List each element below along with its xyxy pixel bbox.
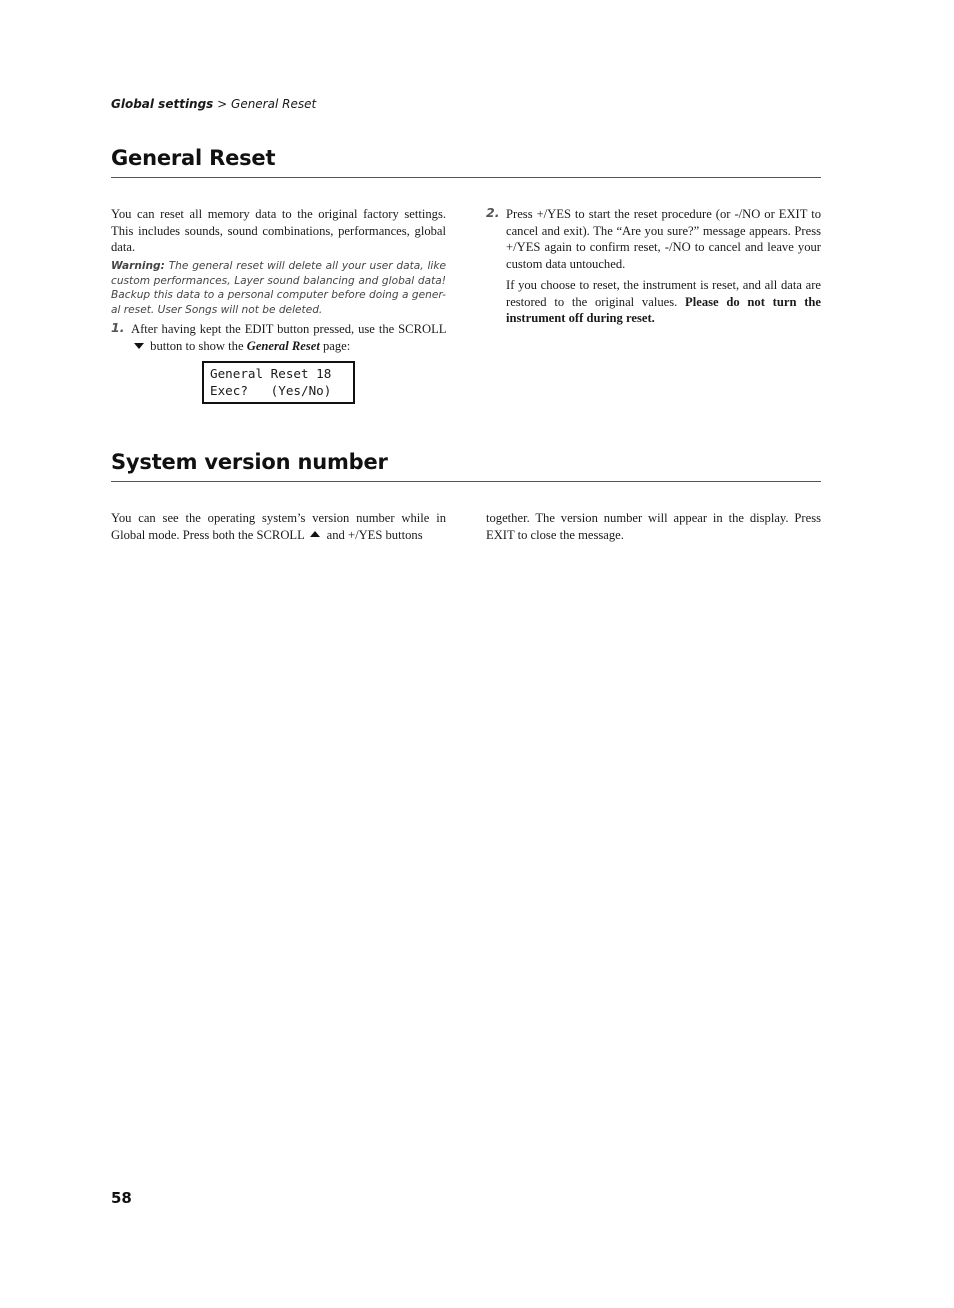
system-version-text-left bbox=[111, 510, 446, 543]
step-1-text-b: button to show the bbox=[150, 338, 244, 353]
breadcrumb-page: General Reset bbox=[231, 97, 317, 111]
step-1-text-a: After having kept the EDIT button pressed, use the SCROLL bbox=[131, 322, 446, 336]
general-reset-title: General Reset bbox=[111, 146, 276, 170]
warning-label: Warning: bbox=[111, 260, 165, 272]
breadcrumb bbox=[111, 97, 316, 111]
after-reset-bold: Please do not turn the instrument off during reset. bbox=[506, 294, 821, 325]
lcd-display bbox=[202, 361, 355, 404]
page-number: 58 bbox=[111, 1189, 132, 1207]
triangle-up-icon bbox=[310, 531, 320, 537]
step-1-text bbox=[131, 321, 446, 354]
system-version-title: System version number bbox=[111, 450, 388, 474]
lcd-line-2: Exec? (Yes/No) bbox=[210, 383, 332, 398]
after-reset-normal: If you choose to reset, the instrument is reset, and all data are restored to the original values. bbox=[506, 278, 821, 309]
step-2-number: 2. bbox=[486, 205, 500, 220]
general-reset-intro: You can reset all memory data to the original factory settings. This includes sounds, sound combinations, performances, global data. bbox=[111, 207, 446, 254]
breadcrumb-separator: > bbox=[213, 97, 232, 111]
section-divider bbox=[111, 481, 821, 482]
warning-text: The general reset will delete all your user data, like custom performances, Layer sound balancing and global data! Backup this data to a personal computer before doing a gener-al reset. User Songs will not be deleted. bbox=[111, 260, 446, 316]
lcd-line-1: General Reset 18 bbox=[210, 366, 332, 381]
after-reset-text bbox=[506, 277, 821, 327]
system-version-text-a: You can see the operating system’s version number while in Global mode. Press both the SCROLL bbox=[111, 511, 446, 542]
step-1-number: 1. bbox=[111, 320, 125, 335]
system-version-text-b: and +/YES buttons bbox=[326, 527, 423, 542]
breadcrumb-section: Global settings bbox=[111, 97, 214, 111]
step-1-page-name: General Reset bbox=[246, 338, 320, 353]
section-divider bbox=[111, 177, 821, 178]
step-1-text-c: page: bbox=[322, 338, 351, 353]
warning-note bbox=[111, 259, 446, 317]
triangle-down-icon bbox=[134, 343, 144, 349]
step-2-text: Press +/YES to start the reset procedure (or -/NO or EXIT to cancel and exit). The “Are you sure?” message appears. Press +/YES again to confirm reset, -/NO to cancel and leave your custom data untouched. bbox=[506, 207, 821, 271]
system-version-text-right: together. The version number will appear in the display. Press EXIT to close the message. bbox=[486, 511, 821, 542]
